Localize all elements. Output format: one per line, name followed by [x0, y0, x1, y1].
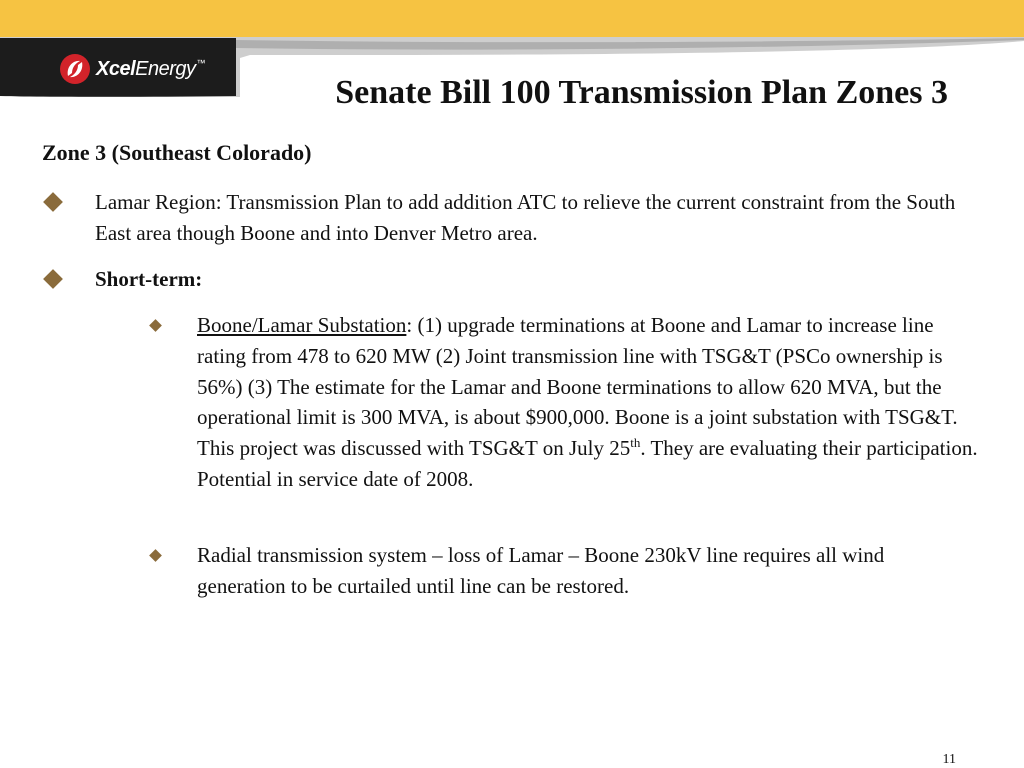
page-number: 11 — [942, 752, 956, 767]
sub-bullet-text: Boone/Lamar Substation: (1) upgrade terminations at Boone and Lamar to increase line rating from 478 to 620 MW (2) Joint transmission line with TSG&T (PSCo ownership is 56%) (3) The estimate for the Lamar and Boone terminations to allow 620 MVA, but the operational limit is 300 MVA, is about $900,000. Boone is a joint substation with TSG&T. This project was discussed with TSG&T on July 25th. They are evaluating their participation. Potential in service date of 2008. — [197, 313, 978, 491]
sub-bullet-item — [148, 310, 978, 495]
bullet-item — [42, 187, 972, 249]
sub-bullet-item — [148, 540, 978, 602]
section-heading: Zone 3 (Southeast Colorado) — [42, 140, 312, 165]
diamond-bullet-icon — [149, 319, 162, 332]
sub-bullet-text: Radial transmission system – loss of Lamar – Boone 230kV line requires all wind generation to be curtailed until line can be restored. — [197, 543, 885, 598]
boone-lamar-substation-link[interactable]: Boone/Lamar Substation — [197, 313, 407, 337]
bullet-text: Short-term: — [95, 267, 203, 291]
diamond-bullet-icon — [149, 549, 162, 562]
diamond-bullet-icon — [43, 269, 63, 289]
xcel-energy-logo-text: XcelEnergy™ — [96, 57, 206, 80]
xcel-energy-logo-icon — [58, 52, 92, 86]
slide-title: Senate Bill 100 Transmission Plan Zones 3 — [335, 74, 948, 111]
bullet-text: Lamar Region: Transmission Plan to add addition ATC to relieve the current constraint from the South East area though Boone and into Denver Metro area. — [95, 190, 956, 245]
bullet-item — [42, 264, 972, 295]
xcel-energy-logo — [58, 49, 205, 89]
diamond-bullet-icon — [43, 192, 63, 212]
